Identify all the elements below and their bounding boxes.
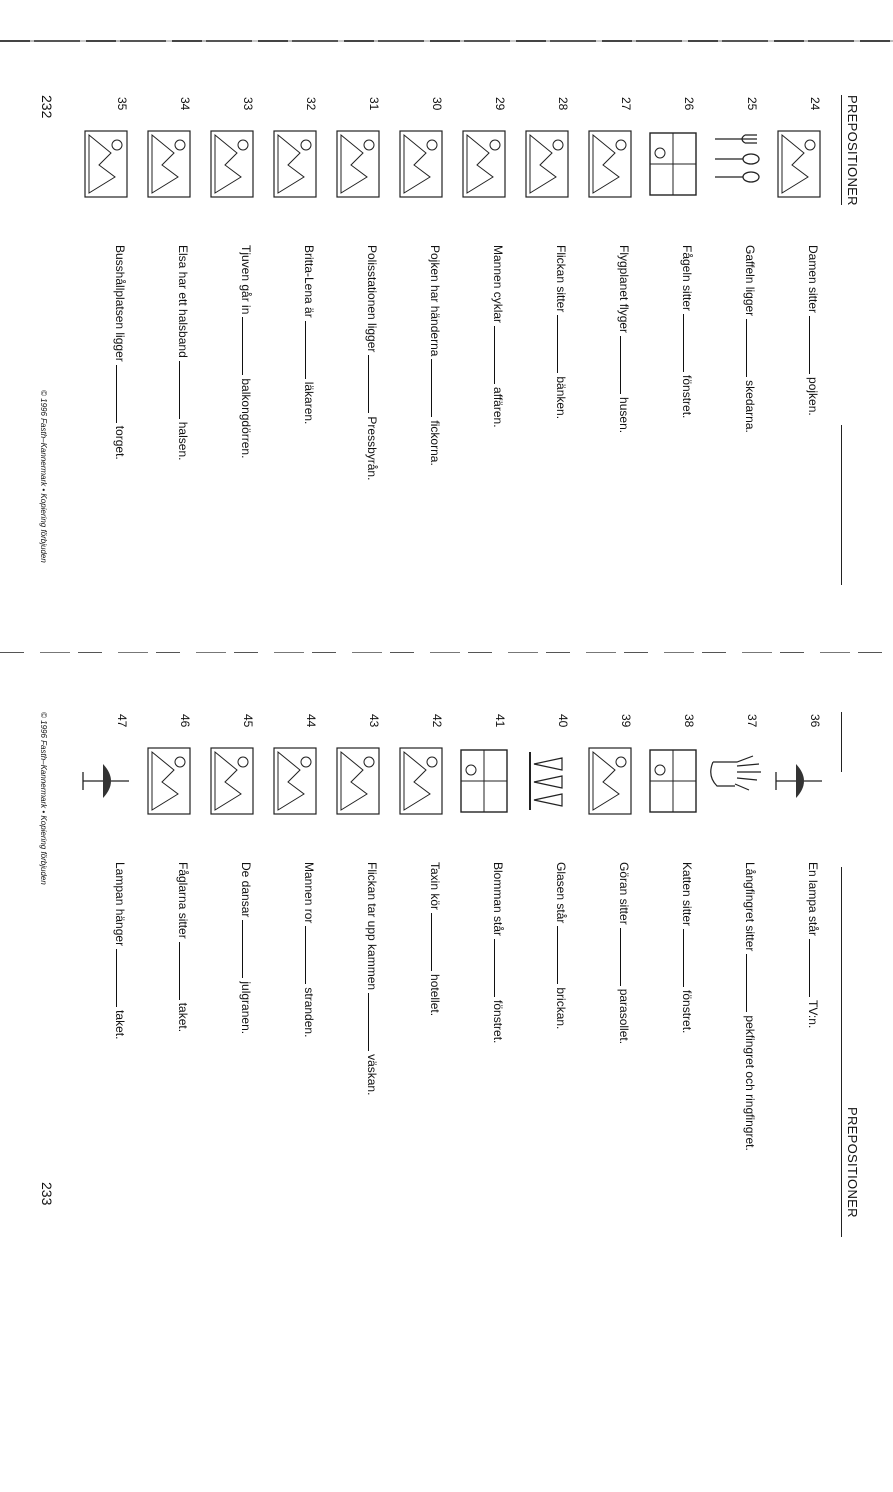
sentence-end: affären. <box>491 387 505 428</box>
sentence-end: husen. <box>617 397 631 434</box>
item-number: 44 <box>304 714 318 728</box>
sentence-end: taket. <box>176 1002 190 1033</box>
girl-bench-icon <box>520 125 574 203</box>
rowing-icon <box>268 742 322 820</box>
answer-blank[interactable] <box>620 928 630 986</box>
sentence-start: Britta-Lena är <box>302 245 316 318</box>
sentence-start: Katten sitter <box>680 862 694 927</box>
item-number: 40 <box>556 714 570 728</box>
page-title: PREPOSITIONER <box>845 95 860 206</box>
sentence-start: Polisstationen ligger <box>365 245 379 353</box>
sentence <box>428 862 442 1016</box>
item-number: 38 <box>682 714 696 728</box>
cutlery-icon <box>709 125 763 203</box>
item-number: 26 <box>682 97 696 111</box>
sentence-end: fönstret. <box>680 375 694 419</box>
sentence <box>743 245 757 433</box>
cat-window-icon <box>646 742 700 820</box>
item-number: 47 <box>115 714 129 728</box>
hanging-lamp-icon <box>79 742 133 820</box>
answer-blank[interactable] <box>494 939 504 997</box>
sentence <box>491 245 505 428</box>
answer-blank[interactable] <box>683 314 693 372</box>
right-page <box>39 712 860 1232</box>
cyclist-shop-icon <box>457 125 511 203</box>
sentence-end: julgranen. <box>239 981 253 1035</box>
sentence <box>806 862 820 1028</box>
answer-blank[interactable] <box>683 929 693 987</box>
answer-blank[interactable] <box>809 316 819 374</box>
sentence-end: pojken. <box>806 377 820 416</box>
sentence-end: pekfingret och ringfingret. <box>743 1015 757 1151</box>
balcony-door-icon <box>205 125 259 203</box>
scan-edge-top <box>0 40 893 42</box>
sentence-start: Damen sitter <box>806 245 820 314</box>
item-number: 32 <box>304 97 318 111</box>
answer-blank[interactable] <box>242 920 252 978</box>
sentence-end: brickan. <box>554 987 568 1030</box>
sentence-end: halsen. <box>176 421 190 461</box>
sentence <box>113 245 127 460</box>
page-number: 232 <box>39 95 55 119</box>
police-station-icon <box>331 125 385 203</box>
sentence-start: En lampa står <box>806 862 820 937</box>
answer-blank[interactable] <box>746 319 756 377</box>
answer-blank[interactable] <box>305 926 315 984</box>
item-number: 35 <box>115 97 129 111</box>
item-number: 39 <box>619 714 633 728</box>
item-number: 24 <box>808 97 822 111</box>
sentence-end: läkaren. <box>302 381 316 425</box>
sentence-end: hotellet. <box>428 974 442 1017</box>
page-number: 233 <box>39 1182 55 1206</box>
sentence <box>113 862 127 1039</box>
exercise-item <box>510 712 570 1492</box>
exercise-item <box>321 712 381 1492</box>
sentence-start: Elsa har ett halsband <box>176 245 190 358</box>
sentence <box>176 245 190 460</box>
answer-blank[interactable] <box>116 949 126 1007</box>
sentence-start: Tjuven går in <box>239 245 253 315</box>
header-rule <box>841 95 842 205</box>
sentence-start: Flickan sitter <box>554 245 568 313</box>
glasses-tray-icon <box>520 742 574 820</box>
bird-window-icon <box>646 125 700 203</box>
sentence <box>302 245 316 424</box>
exercise-item <box>69 712 129 1492</box>
sentence-start: Mannen ror <box>302 862 316 924</box>
exercise-item <box>699 712 759 1492</box>
sentence <box>806 245 820 416</box>
flower-window-icon <box>457 742 511 820</box>
sentence-start: Långfingret sitter <box>743 862 757 952</box>
sentence-end: fönstret. <box>491 1000 505 1044</box>
sentence-end: bänken. <box>554 376 568 420</box>
answer-blank[interactable] <box>242 317 252 375</box>
item-number: 36 <box>808 714 822 728</box>
item-number: 31 <box>367 97 381 111</box>
sentence-end: torget. <box>113 425 127 460</box>
sentence-start: Fåglarna sitter <box>176 862 190 939</box>
airplane-houses-icon <box>583 125 637 203</box>
sentence <box>239 245 253 458</box>
sentence-end: Pressbyrån. <box>365 416 379 481</box>
item-number: 37 <box>745 714 759 728</box>
sentence <box>302 862 316 1037</box>
answer-blank[interactable] <box>305 321 315 379</box>
sentence <box>554 862 568 1029</box>
exercise-item <box>636 712 696 1492</box>
sentence-start: Flickan tar upp kammen <box>365 862 379 991</box>
item-number: 30 <box>430 97 444 111</box>
sentence-end: balkongdörren. <box>239 378 253 459</box>
answer-blank[interactable] <box>179 942 189 1000</box>
woman-behind-boy-icon <box>772 125 826 203</box>
exercise-item <box>447 712 507 1492</box>
copyright-footer: © 1996 Fasth–Kannermark • Kopiering förbjuden <box>39 712 48 885</box>
sentence <box>554 245 568 419</box>
sentence <box>617 862 631 1044</box>
doctor-icon <box>268 125 322 203</box>
item-number: 42 <box>430 714 444 728</box>
sentence-start: Pojken har händerna <box>428 245 442 357</box>
sentence-start: Mannen cyklar <box>491 245 505 324</box>
header-rule <box>841 867 842 1237</box>
sentence-start: Gaffeln ligger <box>743 245 757 317</box>
bus-stop-icon <box>79 125 133 203</box>
sentence <box>680 245 694 418</box>
item-number: 46 <box>178 714 192 728</box>
sentence-start: Busshållplatsen ligger <box>113 245 127 362</box>
sentence <box>617 245 631 433</box>
answer-blank[interactable] <box>179 361 189 419</box>
necklace-icon <box>142 125 196 203</box>
item-number: 28 <box>556 97 570 111</box>
item-number: 29 <box>493 97 507 111</box>
exercise-item <box>762 712 822 1492</box>
copyright-footer: © 1996 Fasth–Kannermark • Kopiering förbjuden <box>39 390 48 563</box>
sentence <box>428 245 442 466</box>
answer-blank[interactable] <box>557 315 567 373</box>
sentence <box>680 862 694 1033</box>
sentence-end: skedarna. <box>743 380 757 433</box>
item-number: 25 <box>745 97 759 111</box>
girl-bag-icon <box>331 742 385 820</box>
sentence <box>239 862 253 1034</box>
exercise-item <box>132 712 192 1492</box>
christmas-tree-icon <box>205 742 259 820</box>
sentence <box>491 862 505 1043</box>
answer-blank[interactable] <box>431 913 441 971</box>
birds-roof-icon <box>142 742 196 820</box>
sentence <box>365 245 379 480</box>
sentence-start: Lampan hänger <box>113 862 127 947</box>
item-number: 33 <box>241 97 255 111</box>
sentence-end: parasollet. <box>617 988 631 1045</box>
parasol-icon <box>583 742 637 820</box>
sentence-end: väskan. <box>365 1054 379 1096</box>
item-number: 34 <box>178 97 192 111</box>
lamp-tv-icon <box>772 742 826 820</box>
header-rule <box>841 712 842 772</box>
sentence-end: fönstret. <box>680 990 694 1034</box>
boy-pockets-icon <box>394 125 448 203</box>
header-rule <box>841 425 842 585</box>
item-number: 45 <box>241 714 255 728</box>
exercise-item <box>573 712 633 1492</box>
item-number: 41 <box>493 714 507 728</box>
answer-blank[interactable] <box>368 355 378 413</box>
answer-blank[interactable] <box>368 993 378 1051</box>
item-number: 43 <box>367 714 381 728</box>
sentence <box>365 862 379 1095</box>
sentence-start: Göran sitter <box>617 862 631 925</box>
sentence-end: fickorna. <box>428 420 442 466</box>
sentence <box>176 862 190 1032</box>
sentence-start: Fågeln sitter <box>680 245 694 312</box>
sentence-start: Glasen står <box>554 862 568 924</box>
sentence-end: taket. <box>113 1010 127 1040</box>
answer-blank[interactable] <box>557 926 567 984</box>
exercise-item <box>258 712 318 1492</box>
answer-blank[interactable] <box>116 365 126 423</box>
hand-icon <box>709 742 763 820</box>
answer-blank[interactable] <box>431 359 441 417</box>
sentence-start: Taxin kör <box>428 862 442 911</box>
answer-blank[interactable] <box>620 336 630 394</box>
sentence-end: TV:n. <box>806 1000 820 1029</box>
answer-blank[interactable] <box>809 939 819 997</box>
page-title: PREPOSITIONER <box>845 1107 860 1218</box>
item-number: 27 <box>619 97 633 111</box>
taxi-hotel-icon <box>394 742 448 820</box>
left-page <box>39 95 860 615</box>
sentence <box>743 862 757 1151</box>
answer-blank[interactable] <box>494 326 504 384</box>
exercise-item <box>195 712 255 1492</box>
answer-blank[interactable] <box>746 954 756 1012</box>
sentence-start: De dansar <box>239 862 253 918</box>
exercise-item <box>384 712 444 1492</box>
sentence-end: stranden. <box>302 987 316 1038</box>
sentence-start: Flygplanet flyger <box>617 245 631 334</box>
sentence-start: Blomman står <box>491 862 505 937</box>
